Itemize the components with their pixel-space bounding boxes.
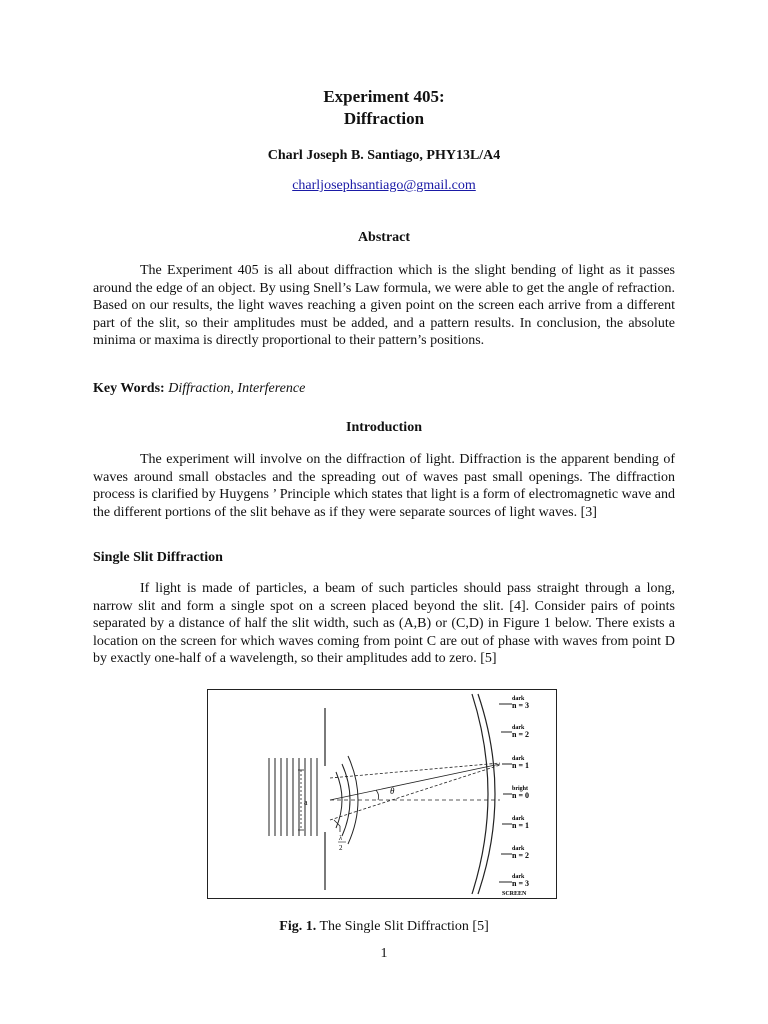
- keywords-line: [93, 381, 305, 397]
- abstract-paragraph: The Experiment 405 is all about diffraction which is the slight bending of light as it passes around the edge of an object. By using Snell’s Law formula, we were able to get the angle of refraction. Based on our results, the light waves reaching a given point on the screen each arrive from a different part of the slit, so their amplitudes must be added, and a pattern results. In conclusion, the absolute minima or maxima is directly proportional to their pattern’s positions.: [93, 263, 675, 349]
- fringe-kind: dark: [512, 725, 525, 731]
- title-line-2: Diffraction: [343, 109, 425, 128]
- keywords-label: Key Words:: [93, 381, 165, 396]
- fringe-kind: bright: [512, 786, 529, 792]
- screen-label: SCREEN: [502, 891, 527, 897]
- figure-1: [207, 689, 557, 899]
- fringe-order: n = 0: [512, 791, 530, 800]
- caption-label: Fig. 1.: [279, 919, 317, 934]
- screen: [472, 694, 495, 894]
- email-link[interactable]: charljosephsantiago@gmail.com: [292, 178, 476, 193]
- abstract-heading: Abstract: [357, 230, 411, 245]
- fringe-labels: [512, 696, 529, 888]
- incident-wavefronts: [269, 758, 317, 836]
- single-slit-paragraph: If light is made of particles, a beam of such particles should pass straight through a long, narrow slit and form a single spot on a screen placed beyond the slit. [4]. Consider pairs of points separated by a distance of half the slit width, such as (A,B) or (C,D) in Figure 1 below. There exists a location on the screen for which waves coming from point C are out of phase with waves from point D by exactly one-half of a wavelength, so their amplitudes add to zero. [5]: [93, 581, 675, 667]
- figure-caption: [0, 919, 768, 935]
- single-slit-diagram: [208, 690, 556, 898]
- fringe-kind: dark: [512, 874, 525, 880]
- author-line: Charl Joseph B. Santiago, PHY13L/A4: [267, 148, 501, 163]
- slit-a-label: a: [304, 798, 308, 807]
- fringe-kind: dark: [512, 696, 525, 702]
- fringe-kind: dark: [512, 846, 525, 852]
- rays: [330, 763, 500, 820]
- title-line-1: Experiment 405:: [323, 87, 445, 106]
- fringe-order: n = 1: [512, 761, 530, 770]
- page-number: 1: [380, 946, 388, 961]
- fringe-ticks: [499, 704, 512, 882]
- theta-label: θ: [390, 786, 395, 796]
- introduction-heading: Introduction: [346, 420, 422, 435]
- fringe-order: n = 3: [512, 879, 530, 888]
- introduction-paragraph: The experiment will involve on the diffraction of light. Diffraction is the apparent bending of waves around small obstacles and the spreading out of waves past small openings. The diffraction process is clarified by Huygens ’ Principle which states that light is a form of electromagnetic wave and the different portions of the slit behave as if they were separate sources of light waves. [3]: [93, 452, 675, 520]
- keywords-value: Diffraction, Interference: [168, 381, 306, 396]
- fringe-order: n = 3: [512, 701, 530, 710]
- email-line: [0, 178, 768, 194]
- fringe-order: n = 2: [512, 730, 530, 739]
- lambda-numerator: λ: [339, 834, 343, 842]
- fringe-kind: dark: [512, 816, 525, 822]
- single-slit-heading: Single Slit Diffraction: [93, 550, 223, 565]
- fringe-kind: dark: [512, 756, 525, 762]
- fringe-order: n = 2: [512, 851, 530, 860]
- paper-title: [0, 86, 768, 130]
- lambda-denominator: 2: [339, 844, 343, 852]
- fringe-order: n = 1: [512, 821, 530, 830]
- caption-text: The Single Slit Diffraction [5]: [319, 919, 489, 934]
